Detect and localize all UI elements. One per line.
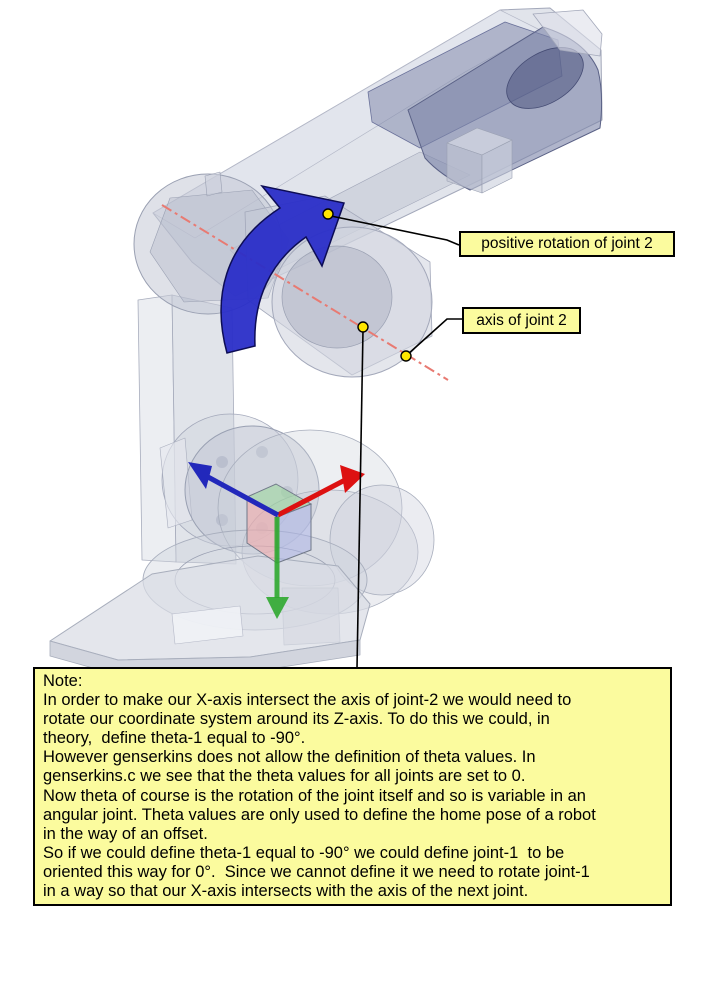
shoulder-tab — [205, 172, 222, 196]
note-box — [33, 667, 672, 906]
note-text-line: angular joint. Theta values are only used to define the home pose of a robot — [43, 805, 596, 824]
marker-dot-rotation — [323, 209, 333, 219]
marker-dot-axis-far — [401, 351, 411, 361]
label-positive-rotation: positive rotation of joint 2 — [459, 231, 675, 257]
shoulder-cylinder-recess — [282, 246, 392, 348]
note-text-line: oriented this way for 0°. Since we cannot define it we need to rotate joint-1 — [43, 862, 590, 881]
note-text-line: in the way of an offset. — [43, 824, 208, 843]
note-text-line: theory, define theta-1 equal to -90°. — [43, 729, 306, 748]
flange-bolt — [216, 456, 228, 468]
note-text-line: In order to make our X-axis intersect the axis of joint-2 we would need to — [43, 691, 572, 710]
robot-arm — [50, 8, 602, 675]
note-text-line: genserkins.c we see that the theta values for all joints are set to 0. — [43, 767, 526, 786]
note-text-line: in a way so that our X-axis intersects with the axis of the next joint. — [43, 882, 529, 901]
note-title: Note: — [43, 672, 83, 690]
note-text-line: So if we could define theta-1 equal to -90° we could define joint-1 to be — [43, 843, 565, 862]
marker-dot-axis-near — [358, 322, 368, 332]
note-text-line: However genserkins does not allow the definition of theta values. In — [43, 748, 536, 767]
note-text-line: rotate our coordinate system around its Z-axis. To do this we could, in — [43, 710, 550, 729]
base-plate-top — [50, 556, 370, 660]
label-axis-of-joint2: axis of joint 2 — [462, 307, 581, 334]
note-text-line: Now theta of course is the rotation of the joint itself and so is variable in an — [43, 786, 586, 805]
